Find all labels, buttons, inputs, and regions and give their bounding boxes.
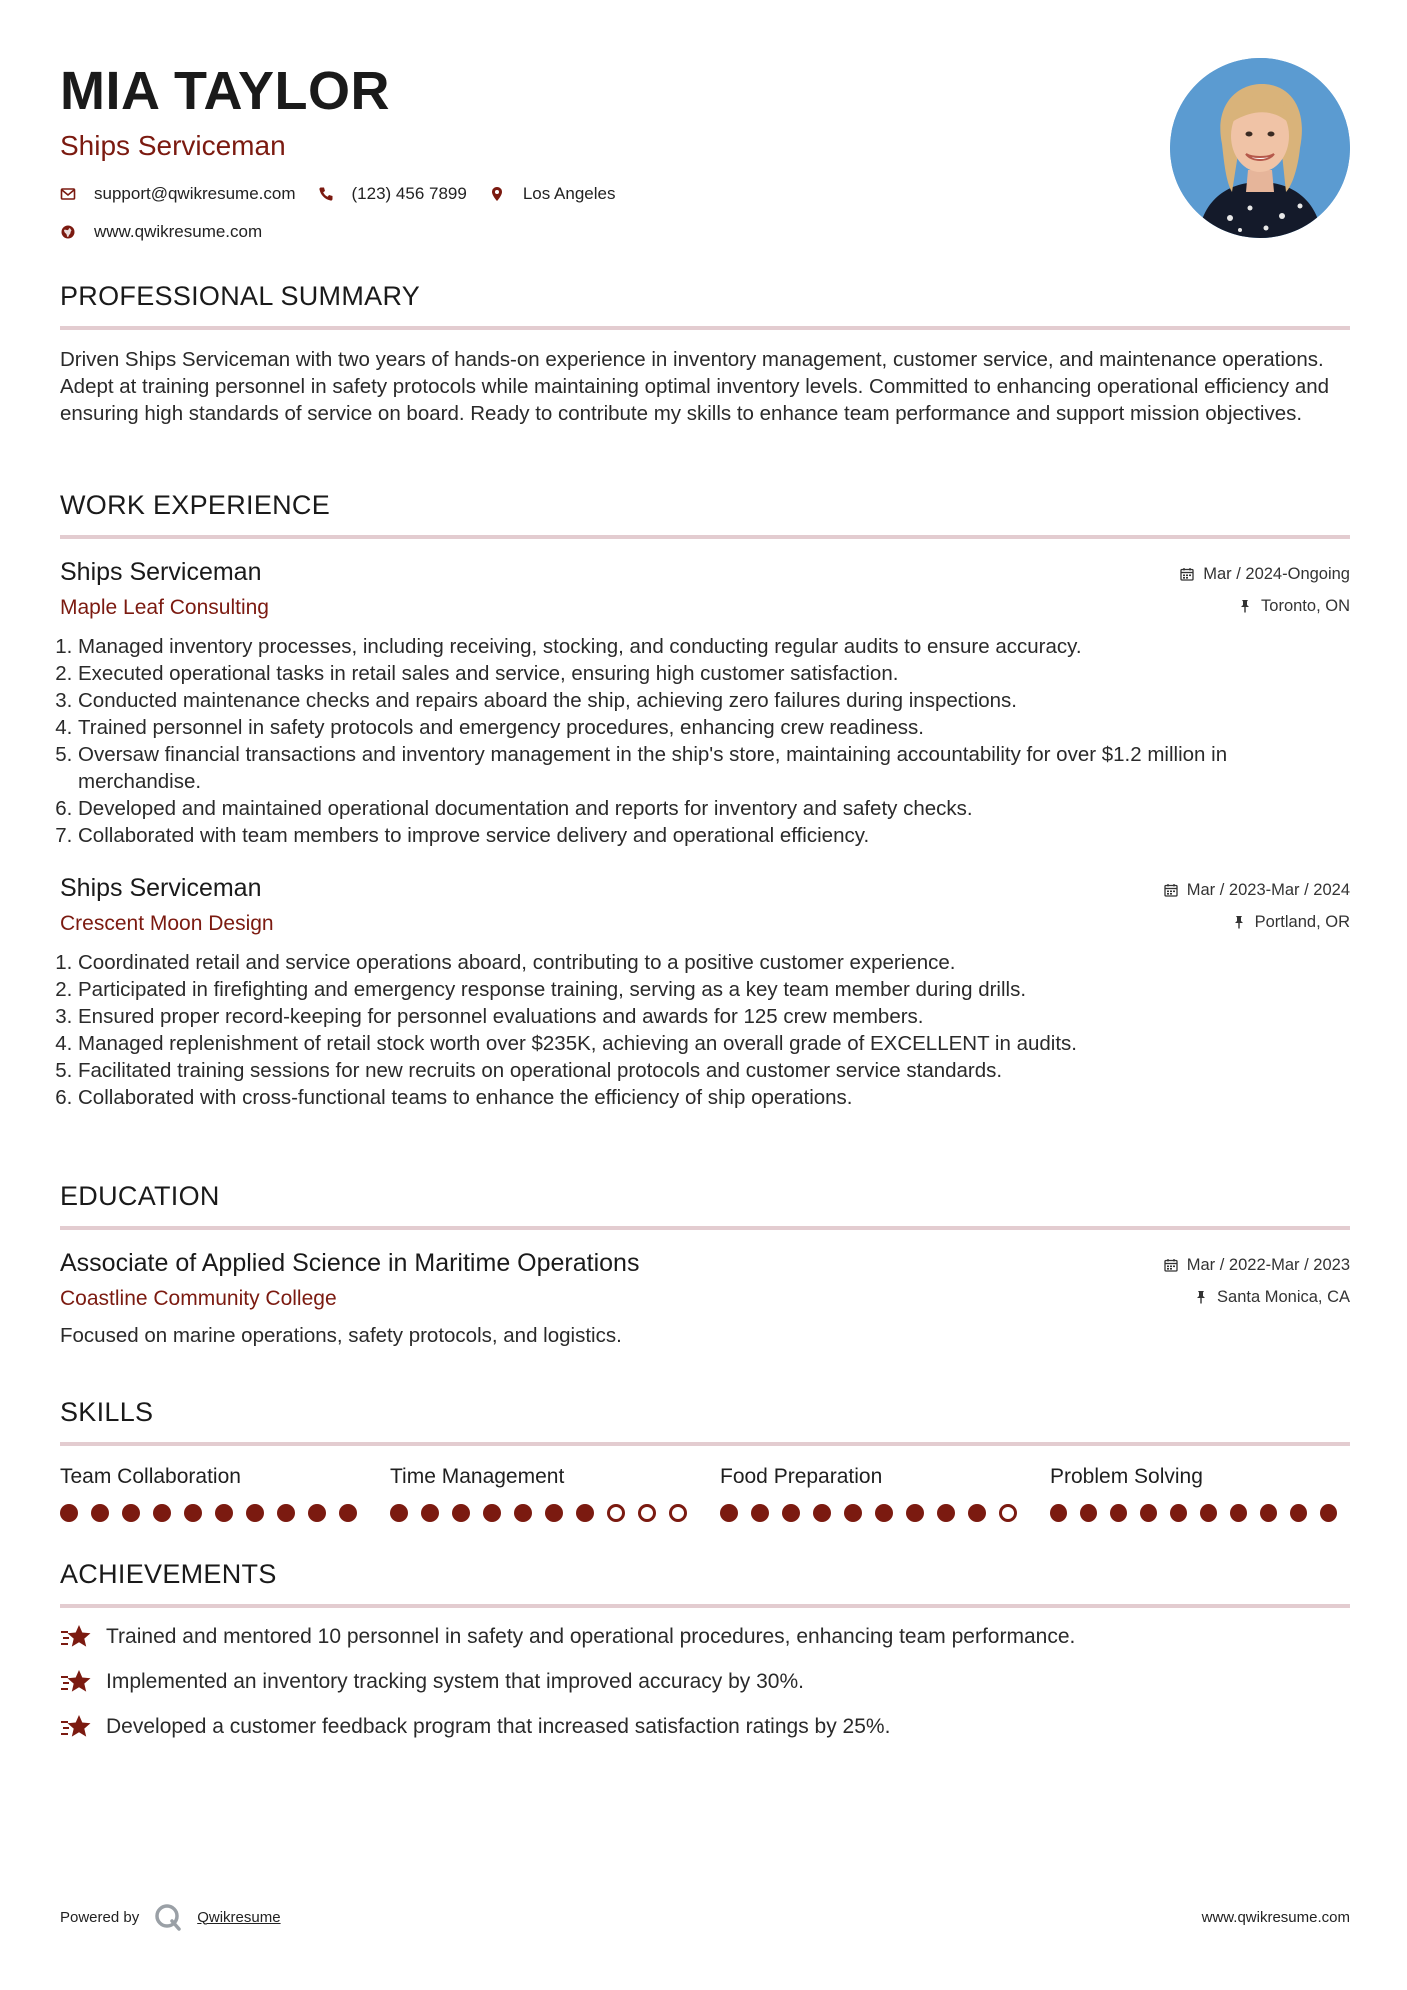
rating-dot-filled xyxy=(514,1504,532,1522)
education-meta xyxy=(1164,1248,1350,1308)
experience-section xyxy=(60,485,1350,1111)
rating-dot-filled xyxy=(215,1504,233,1522)
job-dates xyxy=(1164,879,1350,901)
job-meta xyxy=(1180,557,1350,617)
section-title: EDUCATION xyxy=(60,1181,220,1211)
rating-dot-filled xyxy=(968,1504,986,1522)
achievement-text: Trained and mentored 10 personnel in safety and operational procedures, enhancing team performance. xyxy=(106,1625,1076,1648)
rating-dot-filled xyxy=(906,1504,924,1522)
skill-rating xyxy=(60,1504,390,1522)
list-item: 5. Oversaw financial transactions and inventory management in the ship's store, maintaining accountability for over $1.2 million in merchandise. xyxy=(78,741,1350,795)
contact-row xyxy=(60,184,1350,204)
job-bullets xyxy=(60,633,1350,849)
skill-name: Time Management xyxy=(390,1465,565,1488)
section-title: SKILLS xyxy=(60,1397,154,1427)
section-divider xyxy=(60,1226,1350,1230)
candidate-name: MIA TAYLOR xyxy=(60,61,391,121)
rating-dot-filled xyxy=(153,1504,171,1522)
list-item: 2. Executed operational tasks in retail sales and service, ensuring high customer satisfaction. xyxy=(78,660,1350,687)
qwikresume-logo-icon xyxy=(153,1902,183,1932)
location-text: Toronto, ON xyxy=(1261,596,1350,615)
skill-rating xyxy=(1050,1504,1350,1522)
rating-dot-filled xyxy=(91,1504,109,1522)
location-text: Portland, OR xyxy=(1254,912,1350,931)
degree-title: Associate of Applied Science in Maritime Operations xyxy=(60,1249,640,1277)
pushpin-icon xyxy=(1238,599,1252,613)
job-company: Maple Leaf Consulting xyxy=(60,596,269,619)
rating-dot-filled xyxy=(782,1504,800,1522)
rating-dot-filled xyxy=(813,1504,831,1522)
skill-rating xyxy=(720,1504,1050,1522)
rating-dot-filled xyxy=(1320,1504,1337,1522)
list-item: 1. Managed inventory processes, including receiving, stocking, and conducting regular audits to ensure accuracy. xyxy=(78,633,1350,660)
rating-dot-filled xyxy=(122,1504,140,1522)
location-text: Santa Monica, CA xyxy=(1217,1287,1350,1306)
rating-dot-empty xyxy=(999,1504,1017,1522)
list-item: 4. Trained personnel in safety protocols and emergency procedures, enhancing crew readiness. xyxy=(78,714,1350,741)
rating-dot-filled xyxy=(421,1504,439,1522)
list-item: 2. Participated in firefighting and emergency response training, serving as a key team member during drills. xyxy=(78,976,1350,1003)
rating-dot-filled xyxy=(184,1504,202,1522)
envelope-icon xyxy=(60,186,76,202)
list-item: 1. Coordinated retail and service operations aboard, contributing to a positive customer experience. xyxy=(78,949,1350,976)
contact-phone[interactable] xyxy=(318,184,467,204)
rating-dot-filled xyxy=(60,1504,78,1522)
dates-text: Mar / 2023-Mar / 2024 xyxy=(1186,880,1350,899)
skill-name: Team Collaboration xyxy=(60,1465,241,1488)
calendar-icon xyxy=(1180,567,1194,581)
job-location xyxy=(1180,595,1350,617)
rating-dot-filled xyxy=(751,1504,769,1522)
rating-dot-filled xyxy=(1050,1504,1067,1522)
contact-location xyxy=(489,184,616,204)
qwikresume-link[interactable]: Qwikresume xyxy=(197,1908,281,1926)
job-entry xyxy=(60,557,1350,849)
list-item: 4. Managed replenishment of retail stock worth over $235K, achieving an overall grade of EXCELLENT in audits. xyxy=(78,1030,1350,1057)
rating-dot-filled xyxy=(1200,1504,1217,1522)
calendar-icon xyxy=(1164,1258,1178,1272)
rating-dot-filled xyxy=(1140,1504,1157,1522)
job-title: Ships Serviceman xyxy=(60,874,262,902)
education-dates xyxy=(1164,1254,1350,1276)
rating-dot-filled xyxy=(1110,1504,1127,1522)
rating-dot-filled xyxy=(1230,1504,1247,1522)
job-entry xyxy=(60,873,1350,1111)
rating-dot-filled xyxy=(452,1504,470,1522)
school-name: Coastline Community College xyxy=(60,1287,337,1310)
skill-name: Food Preparation xyxy=(720,1465,883,1488)
rating-dot-filled xyxy=(720,1504,738,1522)
pushpin-icon xyxy=(1194,1290,1208,1304)
summary-text: Driven Ships Serviceman with two years of hands-on experience in inventory management, customer service, and maintenance operations. Adept at training personnel in safety protocols while maintaining optimal inventory levels. Committed to enhancing operational efficiency and ensuring high standards of service on board. Ready to contribute my skills to enhance team performance and support mission objectives. xyxy=(60,348,1330,425)
skill-name: Problem Solving xyxy=(1050,1465,1203,1488)
rating-dot-filled xyxy=(576,1504,594,1522)
achievements-list xyxy=(60,1620,1350,1744)
location-text: Los Angeles xyxy=(522,184,616,203)
star-award-icon xyxy=(60,1623,92,1651)
dates-text: Mar / 2022-Mar / 2023 xyxy=(1186,1255,1350,1274)
rating-dot-empty xyxy=(607,1504,625,1522)
rating-dot-filled xyxy=(308,1504,326,1522)
list-item: 5. Facilitated training sessions for new recruits on operational protocols and customer service standards. xyxy=(78,1057,1350,1084)
education-location xyxy=(1164,1286,1350,1308)
education-entry xyxy=(60,1248,1350,1349)
pushpin-icon xyxy=(1232,915,1246,929)
globe-icon xyxy=(60,224,76,240)
calendar-icon xyxy=(1164,883,1178,897)
section-divider xyxy=(60,535,1350,539)
section-title: ACHIEVEMENTS xyxy=(60,1559,277,1589)
rating-dot-filled xyxy=(339,1504,357,1522)
section-divider xyxy=(60,1604,1350,1608)
rating-dot-filled xyxy=(1170,1504,1187,1522)
skill-item xyxy=(60,1464,390,1522)
achievement-text: Developed a customer feedback program that increased satisfaction ratings by 25%. xyxy=(106,1715,891,1738)
list-item: 7. Collaborated with team members to improve service delivery and operational efficiency. xyxy=(78,822,1350,849)
skill-rating xyxy=(390,1504,720,1522)
candidate-role: Ships Serviceman xyxy=(60,130,286,161)
skills-section xyxy=(60,1392,1350,1522)
contact-row-2 xyxy=(60,222,1350,242)
rating-dot-empty xyxy=(638,1504,656,1522)
job-dates xyxy=(1180,563,1350,585)
map-pin-icon xyxy=(489,186,505,202)
list-item: 6. Developed and maintained operational documentation and reports for inventory and safety checks. xyxy=(78,795,1350,822)
rating-dot-filled xyxy=(246,1504,264,1522)
rating-dot-filled xyxy=(545,1504,563,1522)
portrait-image xyxy=(1170,58,1350,238)
star-award-icon xyxy=(60,1713,92,1741)
phone-icon xyxy=(318,186,334,202)
powered-by xyxy=(60,1902,281,1932)
section-divider xyxy=(60,326,1350,330)
rating-dot-filled xyxy=(937,1504,955,1522)
education-section xyxy=(60,1176,1350,1349)
star-award-icon xyxy=(60,1668,92,1696)
job-meta xyxy=(1164,873,1350,933)
education-description: Focused on marine operations, safety protocols, and logistics. xyxy=(60,1324,622,1347)
job-title: Ships Serviceman xyxy=(60,558,262,586)
job-bullets xyxy=(60,949,1350,1111)
achievement-item xyxy=(60,1620,1350,1654)
skills-row xyxy=(60,1464,1350,1522)
skill-item xyxy=(1050,1464,1350,1522)
rating-dot-filled xyxy=(277,1504,295,1522)
rating-dot-filled xyxy=(483,1504,501,1522)
list-item: 3. Conducted maintenance checks and repairs aboard the ship, achieving zero failures during inspections. xyxy=(78,687,1350,714)
rating-dot-filled xyxy=(390,1504,408,1522)
rating-dot-filled xyxy=(1080,1504,1097,1522)
rating-dot-filled xyxy=(875,1504,893,1522)
rating-dot-filled xyxy=(844,1504,862,1522)
resume-header xyxy=(60,58,1350,243)
phone-text: (123) 456 7899 xyxy=(351,184,467,203)
section-divider xyxy=(60,1442,1350,1446)
skill-item xyxy=(720,1464,1050,1522)
job-location xyxy=(1164,911,1350,933)
rating-dot-filled xyxy=(1260,1504,1277,1522)
list-item: 6. Collaborated with cross-functional teams to enhance the efficiency of ship operations. xyxy=(78,1084,1350,1111)
footer-url[interactable]: www.qwikresume.com xyxy=(1201,1908,1350,1926)
section-title: PROFESSIONAL SUMMARY xyxy=(60,281,421,311)
website-text: www.qwikresume.com xyxy=(94,222,263,241)
rating-dot-filled xyxy=(1290,1504,1307,1522)
job-company: Crescent Moon Design xyxy=(60,912,274,935)
achievement-item xyxy=(60,1710,1350,1744)
section-title: WORK EXPERIENCE xyxy=(60,490,331,520)
achievement-item xyxy=(60,1665,1350,1699)
page-footer xyxy=(60,1900,1350,1934)
list-item: 3. Ensured proper record-keeping for personnel evaluations and awards for 125 crew members. xyxy=(78,1003,1350,1030)
powered-by-label: Powered by xyxy=(60,1908,140,1926)
dates-text: Mar / 2024-Ongoing xyxy=(1203,564,1350,583)
email-text: support@qwikresume.com xyxy=(94,184,296,203)
skill-item xyxy=(390,1464,720,1522)
achievements-section xyxy=(60,1554,1350,1744)
achievement-text: Implemented an inventory tracking system that improved accuracy by 30%. xyxy=(106,1670,804,1693)
rating-dot-empty xyxy=(669,1504,687,1522)
profile-photo xyxy=(1170,58,1350,238)
contact-email[interactable] xyxy=(60,184,296,204)
summary-section xyxy=(60,276,1350,427)
contact-website[interactable] xyxy=(60,222,262,242)
